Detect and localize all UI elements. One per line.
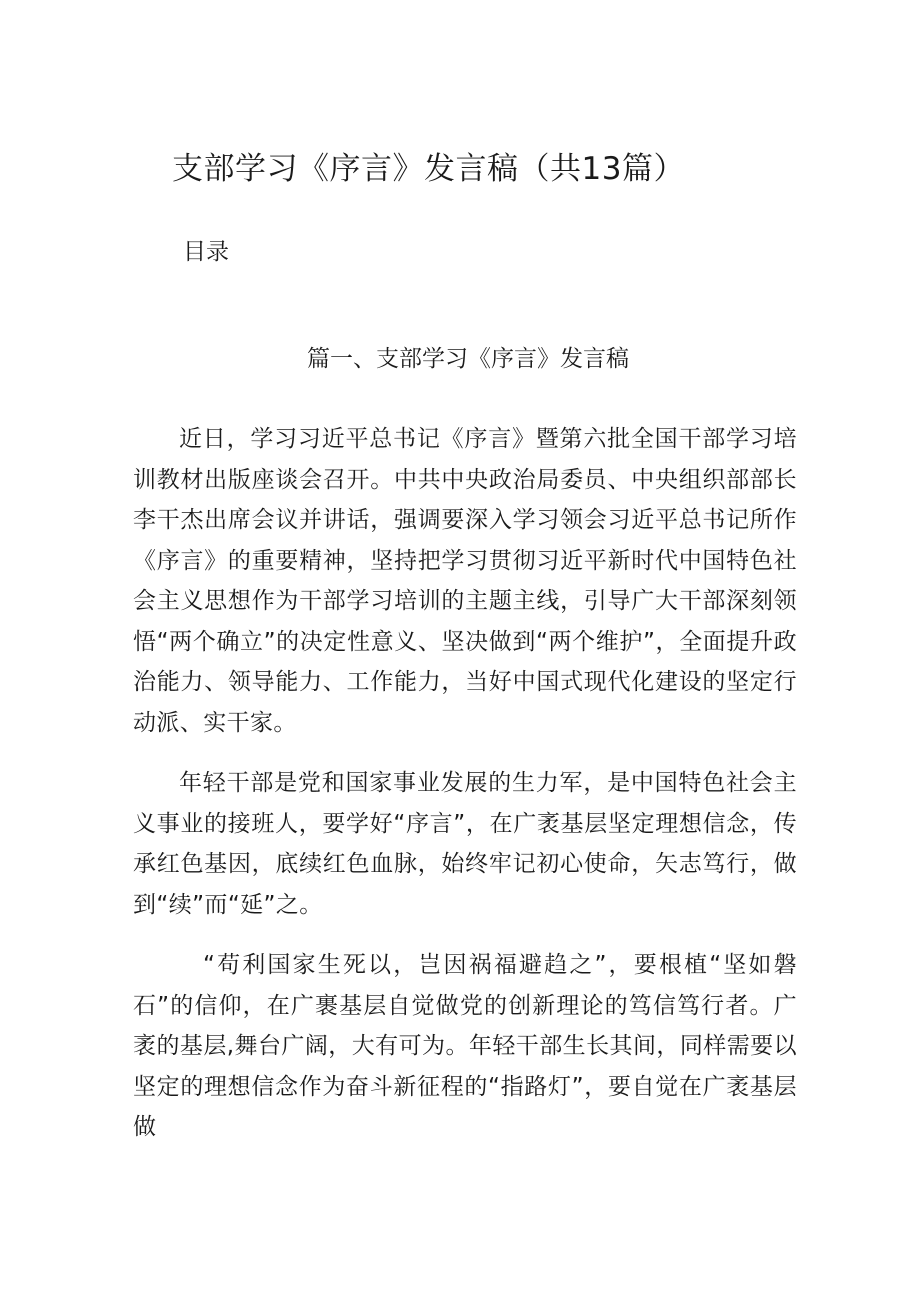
table-of-contents-label: 目录	[183, 239, 229, 265]
paragraph: “苟利国家生死以，岂因祸福避趋之”，要根植“坚如磐石”的信仰，在广裹基层自觉做党的创新理论的笃信笃行者。广袤的基层,舞台广阔，大有可为。年轻干部生长其间，同样需要以坚定的理想信念作为奋斗新征程的“指路灯”，要自觉在广袤基层做	[133, 952, 797, 1140]
section-heading: 篇一、支部学习《序言》发言稿	[307, 346, 629, 372]
paragraph: 近日，学习习近平总书记《序言》暨第六批全国干部学习培训教材出版座谈会召开。中共中央政治局委员、中央组织部部长李干杰出席会议并讲话，强调要深入学习领会习近平总书记所作《序言》的重要精神，坚持把学习贯彻习近平新时代中国特色社会主义思想作为干部学习培训的主题主线，引导广大干部深刻领悟“两个确立”的决定性意义、坚决做到“两个维护”，全面提升政治能力、领导能力、工作能力，当好中国式现代化建设的坚定行动派、实干家。	[133, 426, 797, 736]
document-body	[133, 419, 797, 1168]
paragraph: 年轻干部是党和国家事业发展的生力军，是中国特色社会主义事业的接班人，要学好“序言”，在广袤基层坚定理想信念，传承红色基因，底续红色血脉，始终牢记初心使命，矢志笃行，做到“续”而“延”之。	[133, 770, 797, 918]
document-title: 支部学习《序言》发言稿（共13篇）	[172, 151, 685, 187]
